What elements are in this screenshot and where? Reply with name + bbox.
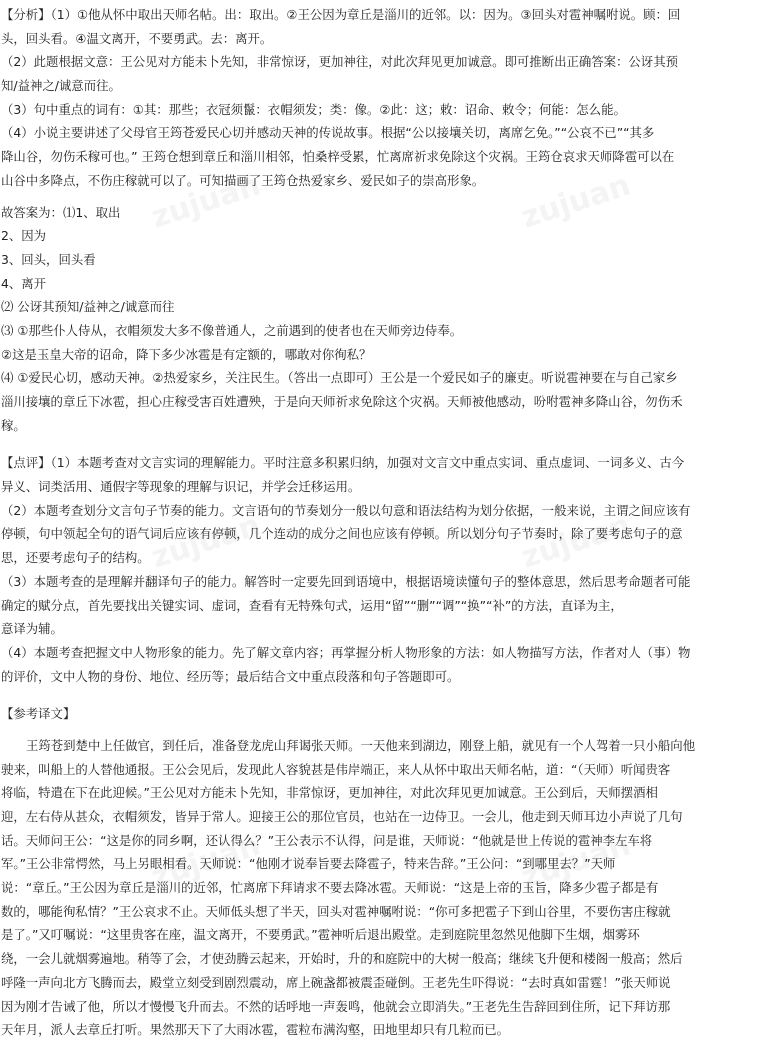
answer-line: 2、因为 [1,228,47,244]
comment-line: （2）本题考查划分文言句子节奏的能力。文言语句的节奏划分一般以句意和语法结构为划分依据，一般来说，主谓之间应该有 [1,502,691,518]
answer-line: 稼。 [1,417,26,433]
comment-line: 意译为辅。 [1,621,63,637]
answer-line: 4、离开 [1,275,47,291]
analysis-line: 知/益神之/诚意而往。 [1,78,121,94]
answer-line: ⑷ ①爱民心切，感动天神。②热爱家乡，关注民生。（答出一点即可）王公是一个爱民如子的廉吏。听说雹神要在与自己家乡 [1,370,678,386]
translation-line: 军。”王公非常愕然，马上另眼相看。天师说：“他刚才说奉旨要去降雹子，特来告辞。”王公问：“到哪里去？”天师 [1,856,616,872]
watermark: zujuan [147,827,265,896]
analysis-line: （3）句中重点的词有：①其：那些；衣冠须鬣：衣帽须发；类：像。②此：这；敕：诏命、敕令；何能：怎么能。 [1,101,626,117]
translation-line: 呼隆一声向北方飞腾而去，殿堂立刻受到剧烈震动，席上碗盏都被震歪碰倒。王老先生吓得说：“去时真如雷霆！”张天师说 [1,974,671,990]
comment-line: 的评价，文中人物的身份、地位、经历等；最后结合文中重点段落和句子答题即可。 [1,668,460,684]
analysis-line: 山谷中多降点，不伤庄稼就可以了。可知描画了王筠仓热爱家乡、爱民如子的崇高形象。 [1,172,485,188]
comment-line: （4）本题考查把握文中人物形象的能力。先了解文章内容；再掌握分析人物形象的方法：如人物描写方法，作者对人（事）物 [1,644,691,660]
answer-line: ②这是玉皇大帝的诏命，降下多少冰雹是有定额的，哪敢对你徇私？ [1,346,372,362]
comment-line: 异义、词类活用、通假字等现象的理解与识记，并学会迁移运用。 [1,479,361,495]
analysis-line: 【分析】（1）①他从怀中取出天师名帖。出：取出。②王公因为章丘是淄川的近邻。以：因为。③回头对雹神嘱咐说。顾：回 [1,7,681,22]
translation-section [1,702,776,1042]
translation-line: 绕，一会儿就烟雾遍地。稍等了会，才使劲腾云起来，开始时，升的和庭院中的大树一般高；继续飞升便和楼阁一般高；然后 [1,951,683,967]
translation-heading: 【参考译文】 [1,706,76,722]
answer-line: ⑵ 公讶其预知/益神之/诚意而往 [1,299,175,315]
answer-line: 3、回头，回头看 [1,251,96,267]
translation-line: 数的，哪能徇私情？”王公哀求不止。天师低头想了半天，回头对雹神嘱咐说：“你可多把雹子下到山谷里，不要伤害庄稼就 [1,903,671,919]
translation-line: 迎，左右侍从甚众，衣帽须发，皆异于常人。迎接王公的那位官员，也站在一边侍卫。一会儿，他走到天师耳边小声说了几句 [1,809,683,824]
analysis-section [1,3,776,193]
answer-line: 淄川接壤的章丘下冰雹，担心庄稼受害百姓遭殃，于是向天师祈求免除这个灾祸。天师被他感动，吩咐雹神多降山谷，勿伤禾 [1,394,683,409]
comment-section [1,451,776,688]
translation-line: 说：“章丘。”王公因为章丘是淄川的近邻，忙离席下拜请求不要去降冰雹。天师说：“这是上帝的玉旨，降多少雹子都是有 [1,880,659,896]
watermark: zujuan [147,507,265,576]
watermark: zujuan [517,507,635,576]
translation-line: 王筠苍到楚中上任做官，到任后，准备登龙虎山拜谒张天师。一天他来到湖边，刚登上船，就见有一个人驾着一只小船向他 [26,737,696,753]
translation-line: 将临，特遣在下在此迎候。”王公见对方能未卜先知，非常惊讶，更加神往，对此次拜见更加诚意。王公到后，天师摆酒相 [1,785,658,801]
analysis-line: 降山谷，勿伤禾稼可也。” 王筠仓想到章丘和淄川相邻，怕桑梓受累，忙离席祈求免除这个灾祸。王筠仓哀求天师降雹可以在 [1,149,675,165]
comment-line: 确定的赋分点，首先要找出关键实词、虚词，查看有无特殊句式，运用“留”“删”“调”“换”“补”的方法，直译为主， [1,597,623,613]
analysis-line: （2）此题根据文意：王公见对方能未卜先知，非常惊讶，更加神往，对此次拜见更加诚意。即可推断出正确答案：公讶其预 [1,54,678,70]
comment-line: （3）本题考查的是理解并翻译句子的能力。解答时一定要先回到语境中，根据语境读懂句子的整体意思，然后思考命题者可能 [1,573,691,589]
answer-line: 故答案为：⑴1、取出 [1,204,121,220]
watermark: zujuan [517,827,635,896]
comment-line: 【点评】（1）本题考查对文言实词的理解能力。平时注意多积累归纳，加强对文言文中重点实词、重点虚词、一词多义、古今 [1,455,685,471]
translation-line: 天年月，派人去章丘打听。果然那天下了大雨冰雹，雹粒布满沟壑，田地里却只有几粒而已。 [1,1022,510,1038]
comment-line: 思，还要考虑句子的结构。 [1,550,150,566]
translation-line: 因为刚才告诫了他，所以才慢慢飞升而去。不然的话呼地一声轰鸣，他就会立即消失。”王老先生告辞回到住所，记下拜访那 [1,998,671,1014]
watermark: zujuan [517,167,635,236]
analysis-line: （4）小说主要讲述了父母官王筠苍爱民心切并感动天神的传说故事。根据“公以接壤关切，离席乞免。”“公哀不已”“其多 [1,125,655,141]
comment-line: 停顿，句中领起全句的语气词后应该有停顿，几个连动的成分之间也应该有停顿。所以划分句子节奏时，除了要考虑句子的意 [1,526,683,542]
translation-line: 是了。”又叮嘱说：“这里贵客在座，温文离开，不要勇武。”雹神听后退出殿堂。走到庭院里忽然见他脚下生烟，烟雾环 [1,927,640,943]
translation-line: 话。天师问王公：“这是你的同乡啊，还认得么？”王公表示不认得，问是谁，天师说：“他就是世上传说的雹神李左车将 [1,832,653,848]
answer-line: ⑶ ①那些仆人侍从，衣帽须发大多不像普通人，之前遇到的使者也在天师旁边侍奉。 [1,322,463,338]
watermark: zujuan [147,167,265,236]
answer-section [1,201,776,438]
translation-line: 驶来，叫船上的人替他通报。王公会见后，发现此人容貌甚是伟岸端正，来人从怀中取出天师名帖，道：“（天师）听闻贵客 [1,761,671,777]
analysis-line: 头，回头看。④温文离开，不要勇武。去：离开。 [1,30,273,46]
